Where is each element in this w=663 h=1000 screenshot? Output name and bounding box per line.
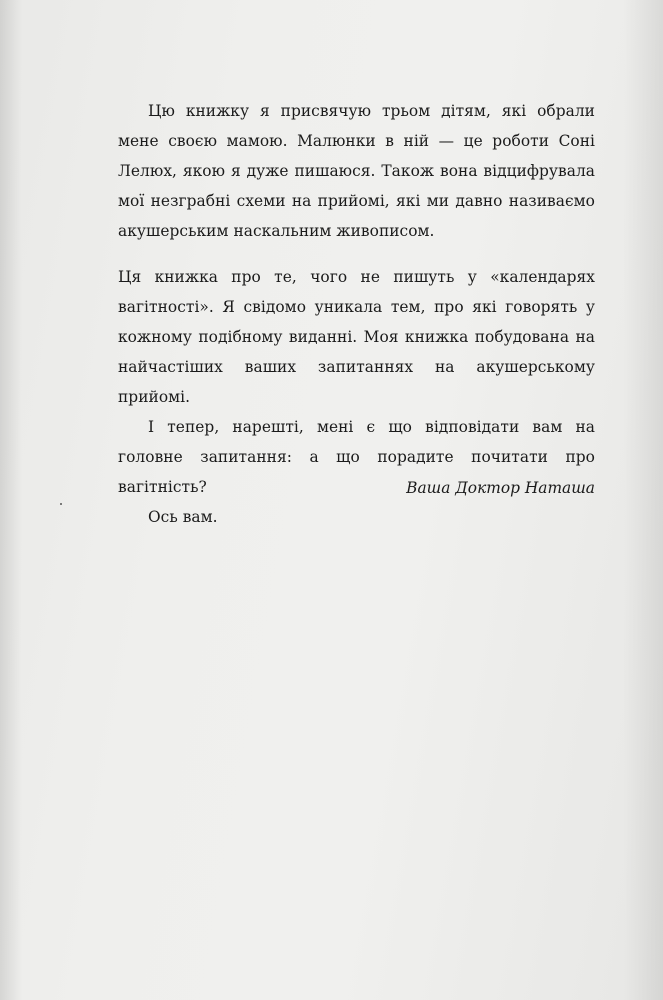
page-edge-shadow — [623, 0, 663, 1000]
foreword-paragraph-1: Ця книжка про те, чого не пишуть у «календарях вагітності». Я свідомо уникала тем, про які говорять у кожному подібному виданні. Моя книжка побудована на найчастіших ваших запитаннях на акушерському прийомі. — [118, 268, 595, 406]
author-signature: Ваша Доктор Наташа — [406, 479, 595, 497]
page-gutter-shadow — [0, 0, 22, 1000]
foreword-paragraph-2: І тепер, нарешті, мені є що відповідати вам на головне запитання: а що порадите почитати про вагітність? — [118, 418, 595, 496]
dedication-paragraph: Цю книжку я присвячую трьом дітям, які обрали мене своєю мамою. Малюнки в ній — це роботи Соні Лелюх, якою я дуже пишаюся. Також вона відцифрувала мої незграбні схеми на прийомі, які ми давно називаємо акушерським наскальним живописом. — [118, 102, 595, 240]
foreword-paragraph-3: Ось вам. — [148, 508, 218, 526]
paper-speck — [60, 503, 62, 505]
dedication-block — [118, 96, 595, 246]
